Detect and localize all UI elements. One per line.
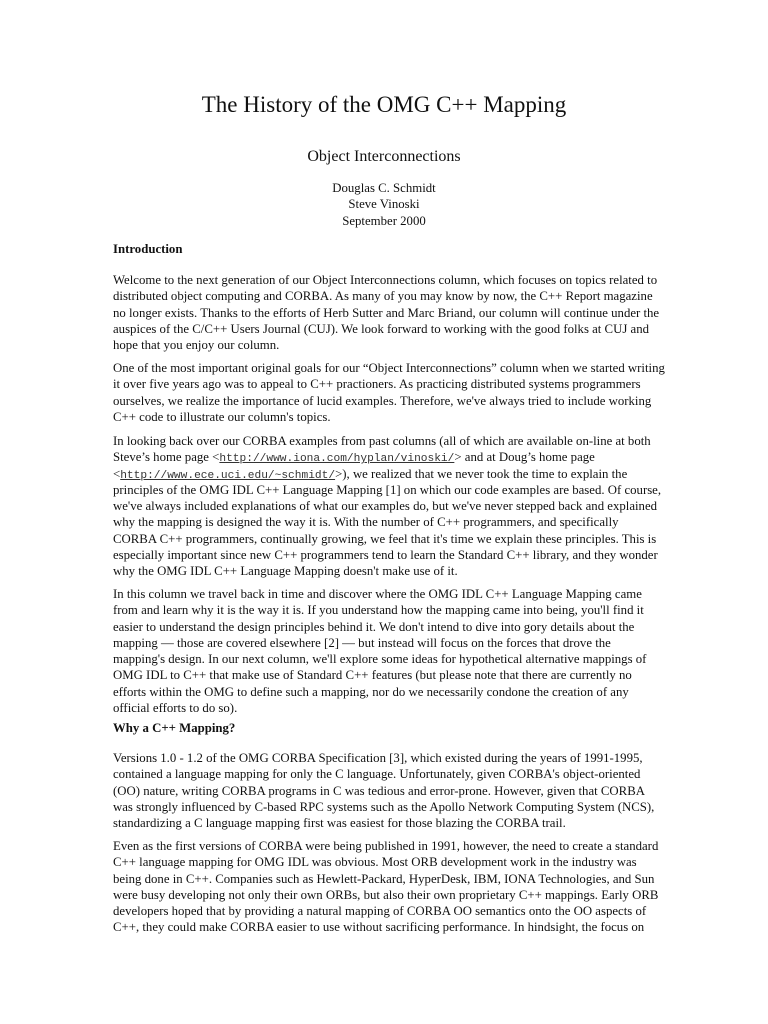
paragraph [113, 360, 665, 425]
paragraph [113, 433, 662, 580]
paragraph-line: mapping's design. In our next column, we'll explore some ideas for hypothetical alternative mappings of [113, 652, 647, 667]
author-name: Steve Vinoski [348, 197, 420, 212]
paragraph-line: being done in C++. Companies such as Hewlett-Packard, HyperDesk, IBM, IONA Technologies, and Sun [113, 871, 655, 886]
paragraph-line: CORBA C++ programmers, continually growing, we feel that it's time we explain these principles. This is [113, 531, 657, 546]
paragraph-line: hope that you enjoy our column. [113, 338, 280, 353]
paragraph-line: was strongly influenced by C-based RPC systems such as the Apollo Network Computing System (NCS), [113, 799, 655, 814]
section-heading-why-cpp-mapping: Why a C++ Mapping? [113, 721, 236, 735]
paragraph-line: One of the most important original goals for our “Object Interconnections” column when we started writing [113, 361, 665, 375]
document-title: The History of the OMG C++ Mapping [201, 92, 567, 117]
paragraph-line [113, 466, 653, 482]
paragraph-line: why the mapping is designed the way it is. With the number of C++ programmers, and specifically [113, 515, 619, 530]
paragraph [113, 838, 659, 936]
text-run: >), we realized that we never took the time to explain the [335, 466, 628, 481]
paragraph-line: OMG IDL to C++ that make use of Standard C++ features (but please note that there are currently no [113, 668, 632, 683]
paragraph-line: efforts within the OMG to define such a mapping, nor do we necessarily condone the creation of any [113, 684, 629, 699]
paragraph-line: no longer exists. Thanks to the efforts of Herb Sutter and Marc Briand, our column will continue under the [113, 305, 660, 320]
section-heading-introduction: Introduction [113, 242, 183, 256]
paragraph-line: In looking back over our CORBA examples from past columns (all of which are available on-line at both [113, 434, 651, 448]
paragraph-line [113, 449, 653, 465]
paragraph-line: principles of the OMG IDL C++ Language Mapping [1] on which our code examples are based. Of course, [113, 482, 662, 497]
paragraph-line: C++ language mapping for OMG IDL was obvious. Most ORB development work in the industry was [113, 855, 637, 870]
paragraph-line: C++ code to illustrate our column's topics. [113, 409, 331, 424]
paragraph-line: were busy developing not only their own ORBs, but also their own proprietary C++ mappings. Early ORB [113, 887, 659, 902]
text-run: < [113, 466, 121, 481]
paragraph-line: Versions 1.0 - 1.2 of the OMG CORBA Specification [3], which existed during the years of 1991-1995, [113, 751, 643, 765]
paragraph-line: In this column we travel back in time and discover where the OMG IDL C++ Language Mapping came [113, 587, 642, 601]
paragraph [113, 586, 653, 716]
paragraph-line: auspices of the C/C++ Users Journal (CUJ). We look forward to working with the good folks at CUJ and [113, 321, 649, 336]
paragraph-line: from and learn why it is the way it is. If you understand how the mapping came into being, you'll find it [113, 603, 644, 618]
paragraph-line: standardizing a C language mapping first was easiest for those blazing the CORBA trail. [113, 816, 566, 831]
paragraph-line: Welcome to the next generation of our Object Interconnections column, which focuses on topics related to [113, 273, 658, 287]
url-link-vinoski[interactable]: http://www.iona.com/hyplan/vinoski/ [219, 453, 455, 466]
paragraph-line: mapping — those are covered elsewhere [2] — but instead will focus on the forces that drove the [113, 635, 611, 650]
author-block [0, 180, 768, 229]
paragraph-line: distributed object computing and CORBA. As many of you may know by now, the C++ Report magazine [113, 289, 653, 304]
author-name: Douglas C. Schmidt [332, 181, 436, 195]
paragraph-line: Even as the first versions of CORBA were being published in 1991, however, the need to create a standard [113, 839, 659, 853]
paragraph-line: why the OMG IDL C++ Language Mapping doesn't make use of it. [113, 564, 458, 579]
paragraph-line: easier to understand the design principles behind it. We don't intend to dive into gory details about the [113, 619, 635, 634]
paragraph-line: especially important since new C++ programmers tend to learn the Standard C++ library, and they wonder [113, 548, 658, 563]
text-run: > and at Doug’s home page [454, 450, 595, 465]
paragraph-line: (OO) nature, writing CORBA programs in C was tedious and error-prone. However, given that CORBA [113, 783, 645, 798]
paragraph [113, 272, 660, 353]
paragraph [113, 750, 653, 831]
publication-date: September 2000 [342, 213, 426, 228]
paragraph-line: we've always included explanations of what our examples do, but we've never stepped back and explained [113, 499, 658, 514]
column-name: Object Interconnections [307, 148, 461, 165]
paragraph-line: official efforts to do so). [113, 701, 238, 716]
paragraph-line: it over five years ago was to appeal to C++ practioners. As practicing distributed systems programmers [113, 377, 641, 392]
url-link-schmidt[interactable]: http://www.ece.uci.edu/~schmidt/ [120, 469, 336, 482]
paragraph-line: C++, they could make CORBA easier to use without sacrificing performance. In hindsight, the focus on [113, 920, 645, 935]
text-run: Steve’s home page < [113, 450, 220, 465]
paragraph-line: contained a language mapping for only the C language. Unfortunately, given CORBA's object-oriented [113, 767, 641, 782]
paragraph-line: ourselves, we realize the importance of lucid examples. Therefore, we've always tried to include working [113, 393, 652, 408]
paragraph-line: developers hoped that by providing a natural mapping of CORBA OO semantics onto the OO aspects of [113, 904, 647, 919]
